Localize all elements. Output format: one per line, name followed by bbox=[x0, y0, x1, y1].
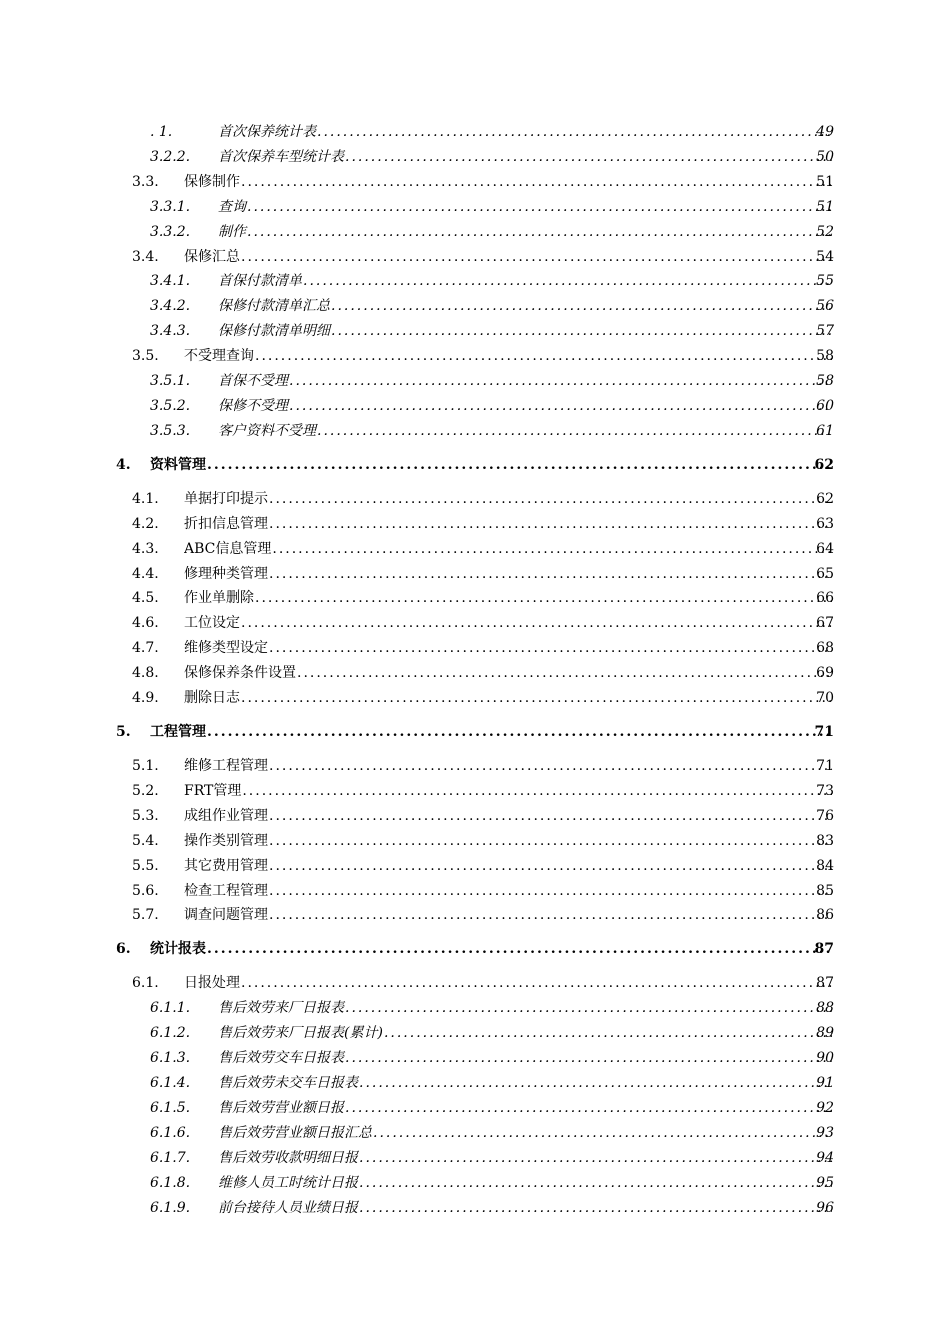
toc-entry-title: 调查问题管理 bbox=[184, 907, 268, 924]
toc-entry-page: 85 bbox=[816, 882, 834, 899]
toc-entry-leader bbox=[218, 1073, 832, 1093]
toc-entry-leader bbox=[218, 296, 832, 316]
toc-entry-page: 58 bbox=[816, 348, 834, 365]
toc-entry-leader bbox=[218, 321, 832, 341]
toc-entry-leader bbox=[184, 489, 832, 509]
toc-entry-page: 71 bbox=[814, 724, 834, 740]
toc-entry-title: 工程管理 bbox=[150, 724, 206, 740]
toc-entry[interactable] bbox=[0, 756, 950, 776]
dot-leader bbox=[269, 638, 832, 658]
toc-entry[interactable] bbox=[0, 1173, 950, 1193]
toc-entry-number: 5.6. bbox=[132, 882, 159, 899]
toc-entry-leader bbox=[184, 756, 832, 776]
toc-entry[interactable] bbox=[0, 371, 950, 391]
toc-entry-leader bbox=[184, 831, 832, 851]
toc-entry[interactable] bbox=[0, 1123, 950, 1143]
toc-entry-number: 3.5. bbox=[132, 348, 159, 365]
toc-entry-title: 保修付款清单明细 bbox=[218, 323, 330, 340]
toc-entry-number: 5. bbox=[116, 724, 131, 740]
toc-entry-page: 57 bbox=[816, 323, 834, 340]
dot-leader bbox=[269, 881, 832, 901]
dot-leader bbox=[269, 564, 832, 584]
toc-entry-leader bbox=[218, 147, 832, 167]
dot-leader bbox=[207, 722, 832, 742]
toc-entry[interactable] bbox=[0, 613, 950, 633]
toc-entry[interactable] bbox=[0, 321, 950, 341]
toc-entry[interactable] bbox=[0, 588, 950, 608]
dot-leader bbox=[359, 1198, 832, 1218]
toc-entry-leader bbox=[184, 781, 832, 801]
dot-leader bbox=[207, 939, 832, 959]
toc-entry-leader bbox=[184, 564, 832, 584]
toc-entry-page: 87 bbox=[814, 941, 834, 958]
toc-entry-leader bbox=[218, 222, 832, 242]
toc-entry-title: 首次保养统计表 bbox=[218, 124, 316, 140]
toc-entry-number: 4.5. bbox=[132, 590, 159, 607]
dot-leader bbox=[247, 222, 832, 242]
toc-entry-leader bbox=[184, 588, 832, 608]
dot-leader bbox=[373, 1123, 832, 1143]
toc-entry-title: 维修人员工时统计日报 bbox=[218, 1174, 358, 1191]
toc-entry[interactable] bbox=[0, 781, 950, 801]
toc-entry-title: 售后效劳营业额日报 bbox=[218, 1099, 344, 1116]
toc-entry-leader bbox=[184, 688, 832, 708]
dot-leader bbox=[247, 197, 832, 217]
toc-entry-number: 4.3. bbox=[132, 540, 159, 557]
toc-entry-number: 5.3. bbox=[132, 807, 159, 824]
toc-entry[interactable] bbox=[0, 489, 950, 509]
toc-entry-page: 88 bbox=[816, 1000, 834, 1017]
toc-entry-title: 保修保养条件设置 bbox=[184, 665, 296, 682]
toc-entry-page: 62 bbox=[814, 456, 834, 473]
toc-entry-leader bbox=[218, 421, 832, 441]
toc-entry-page: 84 bbox=[816, 857, 834, 874]
toc-entry[interactable] bbox=[0, 998, 950, 1018]
toc-entry[interactable] bbox=[0, 688, 950, 708]
toc-entry-page: 67 bbox=[816, 615, 834, 632]
toc-entry[interactable] bbox=[0, 806, 950, 826]
toc-entry[interactable] bbox=[0, 247, 950, 267]
toc-entry-number: 5.1. bbox=[132, 758, 159, 774]
dot-leader bbox=[242, 781, 832, 801]
toc-entry[interactable] bbox=[0, 663, 950, 683]
toc-entry[interactable] bbox=[0, 1048, 950, 1068]
toc-entry-number: 6.1.9. bbox=[150, 1199, 191, 1216]
dot-leader bbox=[317, 122, 832, 142]
toc-entry-leader bbox=[184, 973, 832, 993]
toc-entry-page: 90 bbox=[816, 1050, 834, 1067]
toc-entry-page: 71 bbox=[816, 758, 834, 774]
toc-entry-page: 61 bbox=[816, 422, 834, 439]
toc-entry[interactable] bbox=[0, 638, 950, 658]
toc-entry-leader bbox=[218, 1098, 832, 1118]
toc-entry-number: 6.1.7. bbox=[150, 1149, 191, 1166]
toc-entry-number: 6.1.2. bbox=[150, 1025, 191, 1042]
toc-entry-page: 92 bbox=[816, 1099, 834, 1116]
toc-entry-page: 73 bbox=[816, 782, 834, 799]
toc-entry-title: FRT管理 bbox=[184, 782, 242, 799]
toc-entry-number: 5.4. bbox=[132, 832, 159, 849]
dot-leader bbox=[272, 539, 832, 559]
toc-entry[interactable] bbox=[0, 539, 950, 559]
toc-entry-leader bbox=[184, 663, 832, 683]
toc-entry-number: 4. bbox=[116, 456, 131, 473]
toc-entry[interactable] bbox=[0, 564, 950, 584]
toc-entry-page: 55 bbox=[816, 273, 834, 290]
toc-entry-leader bbox=[218, 122, 832, 142]
dot-leader bbox=[345, 147, 832, 167]
toc-entry-leader bbox=[184, 172, 832, 192]
toc-entry-page: 68 bbox=[816, 640, 834, 657]
toc-entry-number: 5.2. bbox=[132, 782, 159, 799]
toc-entry-number: 6.1. bbox=[132, 975, 159, 992]
toc-entry-number: 6.1.6. bbox=[150, 1124, 191, 1141]
dot-leader bbox=[345, 1098, 832, 1118]
toc-entry-title: 修理种类管理 bbox=[184, 565, 268, 582]
toc-entry-title: 售后效劳营业额日报汇总 bbox=[218, 1124, 372, 1141]
toc-entry[interactable] bbox=[0, 271, 950, 291]
toc-entry-page: 56 bbox=[816, 298, 834, 315]
toc-entry-title: 售后效劳交车日报表 bbox=[218, 1050, 344, 1067]
toc-entry-page: 83 bbox=[816, 832, 834, 849]
toc-entry-leader bbox=[218, 396, 832, 416]
toc-entry-leader bbox=[218, 1173, 832, 1193]
dot-leader bbox=[269, 831, 832, 851]
toc-entry[interactable] bbox=[0, 222, 950, 242]
toc-entry-number: 5.5. bbox=[132, 857, 159, 874]
dot-leader bbox=[297, 663, 832, 683]
toc-entry[interactable] bbox=[0, 973, 950, 993]
toc-entry-leader bbox=[184, 539, 832, 559]
toc-entry-number: 4.6. bbox=[132, 615, 159, 632]
toc-entry-number: 3.3. bbox=[132, 173, 159, 190]
toc-entry-leader bbox=[150, 939, 832, 959]
toc-entry-page: 64 bbox=[816, 540, 834, 557]
toc-entry-page: 51 bbox=[816, 173, 834, 190]
toc-entry-page: 66 bbox=[816, 590, 834, 607]
toc-entry-page: 91 bbox=[816, 1075, 834, 1091]
toc-entry-page: 51 bbox=[816, 198, 834, 215]
dot-leader bbox=[331, 296, 832, 316]
toc-entry-number: 4.1. bbox=[132, 490, 159, 507]
toc-entry-page: 89 bbox=[816, 1025, 834, 1042]
toc-entry-title: 单据打印提示 bbox=[184, 490, 268, 507]
toc-entry-number: 4.8. bbox=[132, 665, 159, 682]
toc-entry-number: 3.5.1. bbox=[150, 373, 191, 389]
toc-entry-leader bbox=[218, 1148, 832, 1168]
toc-entry-title: 操作类别管理 bbox=[184, 832, 268, 849]
toc-entry[interactable] bbox=[0, 905, 950, 925]
dot-leader bbox=[241, 247, 832, 267]
toc-entry-page: 52 bbox=[816, 223, 834, 240]
toc-entry-title: 售后效劳收款明细日报 bbox=[218, 1149, 358, 1166]
toc-entry-title: 维修类型设定 bbox=[184, 640, 268, 657]
dot-leader bbox=[241, 172, 832, 192]
toc-entry-title: 日报处理 bbox=[184, 975, 240, 992]
toc-entry-page: 54 bbox=[816, 248, 834, 265]
toc-entry-page: 60 bbox=[816, 397, 834, 414]
toc-entry-title: 统计报表 bbox=[150, 941, 206, 958]
toc-entry-page: 65 bbox=[816, 565, 834, 582]
toc-entry-page: 62 bbox=[816, 490, 834, 507]
toc-entry-title: 售后效劳来厂日报表 bbox=[218, 1000, 344, 1017]
toc-entry[interactable] bbox=[0, 147, 950, 167]
toc-entry-title: 保修不受理 bbox=[218, 397, 288, 414]
toc-entry-title: 首保不受理 bbox=[218, 373, 288, 389]
toc-entry-number: 4.7. bbox=[132, 640, 159, 657]
toc-entry-title: 保修制作 bbox=[184, 173, 240, 190]
toc-entry-title: 保修付款清单汇总 bbox=[218, 298, 330, 315]
toc-entry-leader bbox=[184, 613, 832, 633]
dot-leader bbox=[241, 973, 832, 993]
toc-entry-leader bbox=[184, 881, 832, 901]
toc-entry-number: 3.4.3. bbox=[150, 323, 191, 340]
toc-entry[interactable] bbox=[0, 1073, 950, 1093]
toc-entry[interactable] bbox=[0, 122, 950, 142]
toc-entry-leader bbox=[218, 197, 832, 217]
toc-entry-leader bbox=[218, 1048, 832, 1068]
toc-entry-number: 6. bbox=[116, 941, 131, 958]
toc-entry-number: 3.3.1. bbox=[150, 198, 191, 215]
toc-entry-title: 删除日志 bbox=[184, 690, 240, 706]
dot-leader bbox=[384, 1023, 832, 1043]
dot-leader bbox=[303, 271, 832, 291]
toc-entry-leader bbox=[184, 346, 832, 366]
toc-entry-leader bbox=[184, 514, 832, 534]
toc-entry[interactable] bbox=[0, 1023, 950, 1043]
toc-entry-number: 6.1.3. bbox=[150, 1050, 191, 1067]
toc-entry-number: 6.1.5. bbox=[150, 1099, 191, 1116]
toc-entry[interactable] bbox=[0, 455, 950, 475]
dot-leader bbox=[317, 421, 832, 441]
dot-leader bbox=[359, 1173, 832, 1193]
toc-entry-title: 制作 bbox=[218, 223, 246, 240]
toc-entry[interactable] bbox=[0, 296, 950, 316]
toc-entry-title: 其它费用管理 bbox=[184, 857, 268, 874]
toc-entry-title: 检查工程管理 bbox=[184, 882, 268, 899]
toc-entry-title: 作业单删除 bbox=[184, 590, 254, 607]
toc-entry-number: 3.4. bbox=[132, 248, 159, 265]
toc-entry-number: 3.5.3. bbox=[150, 422, 191, 439]
toc-entry-title: 不受理查询 bbox=[184, 348, 254, 365]
dot-leader bbox=[269, 905, 832, 925]
dot-leader bbox=[269, 856, 832, 876]
toc-entry-leader bbox=[218, 1198, 832, 1218]
toc-entry[interactable] bbox=[0, 514, 950, 534]
toc-entry-leader bbox=[184, 806, 832, 826]
toc-entry-number: 3.2.2. bbox=[150, 148, 191, 165]
toc-entry-page: 70 bbox=[816, 690, 834, 706]
toc-entry-title: 售后效劳未交车日报表 bbox=[218, 1075, 358, 1091]
toc-entry-number: 6.1.4. bbox=[150, 1075, 191, 1091]
dot-leader bbox=[255, 588, 832, 608]
toc-entry-page: 95 bbox=[816, 1174, 834, 1191]
toc-entry-page: 96 bbox=[816, 1199, 834, 1216]
toc-entry[interactable] bbox=[0, 831, 950, 851]
toc-entry-page: 69 bbox=[816, 665, 834, 682]
toc-entry-leader bbox=[184, 905, 832, 925]
toc-entry-leader bbox=[150, 722, 832, 742]
dot-leader bbox=[241, 613, 832, 633]
toc-entry[interactable] bbox=[0, 1198, 950, 1218]
toc-entry-title: 折扣信息管理 bbox=[184, 515, 268, 532]
toc-entry-number: . 1. bbox=[150, 124, 173, 140]
dot-leader bbox=[289, 396, 832, 416]
dot-leader bbox=[331, 321, 832, 341]
dot-leader bbox=[359, 1073, 832, 1093]
toc-entry-leader bbox=[218, 998, 832, 1018]
toc-entry-number: 3.4.2. bbox=[150, 298, 191, 315]
toc-entry-title: 查询 bbox=[218, 198, 246, 215]
toc-entry-number: 4.2. bbox=[132, 515, 159, 532]
dot-leader bbox=[255, 346, 832, 366]
toc-entry-number: 4.9. bbox=[132, 690, 159, 706]
toc-entry-title: 首保付款清单 bbox=[218, 273, 302, 290]
toc-entry[interactable] bbox=[0, 197, 950, 217]
toc-entry-number: 3.4.1. bbox=[150, 273, 191, 290]
toc-entry[interactable] bbox=[0, 722, 950, 742]
toc-entry-page: 49 bbox=[816, 124, 834, 140]
dot-leader bbox=[241, 688, 832, 708]
toc-entry-page: 58 bbox=[816, 373, 834, 389]
toc-entry-page: 76 bbox=[816, 807, 834, 824]
toc-entry[interactable] bbox=[0, 172, 950, 192]
toc-entry-title: 保修汇总 bbox=[184, 248, 240, 265]
toc-entry[interactable] bbox=[0, 881, 950, 901]
toc-entry[interactable] bbox=[0, 346, 950, 366]
toc-entry-number: 5.7. bbox=[132, 907, 159, 924]
toc-entry-number: 6.1.8. bbox=[150, 1174, 191, 1191]
toc-entry[interactable] bbox=[0, 1148, 950, 1168]
dot-leader bbox=[269, 806, 832, 826]
toc-entry-title: 前台接待人员业绩日报 bbox=[218, 1199, 358, 1216]
toc-entry-page: 87 bbox=[816, 975, 834, 992]
toc-entry-leader bbox=[218, 1123, 832, 1143]
toc-entry-leader bbox=[184, 247, 832, 267]
toc-entry-page: 93 bbox=[816, 1124, 834, 1141]
dot-leader bbox=[269, 489, 832, 509]
toc-entry-number: 3.5.2. bbox=[150, 397, 191, 414]
toc-entry-page: 86 bbox=[816, 907, 834, 924]
toc-entry-leader bbox=[184, 856, 832, 876]
dot-leader bbox=[359, 1148, 832, 1168]
toc-entry-title: 工位设定 bbox=[184, 615, 240, 632]
dot-leader bbox=[345, 1048, 832, 1068]
toc-entry-leader bbox=[184, 638, 832, 658]
toc-entry-leader bbox=[218, 371, 832, 391]
toc-entry-leader bbox=[218, 1023, 832, 1043]
dot-leader bbox=[289, 371, 832, 391]
dot-leader bbox=[345, 998, 832, 1018]
dot-leader bbox=[269, 756, 832, 776]
toc-entry-page: 50 bbox=[816, 148, 834, 165]
toc-entry[interactable] bbox=[0, 939, 950, 959]
toc-entry-title: 首次保养车型统计表 bbox=[218, 148, 344, 165]
toc-entry-title: 售后效劳来厂日报表(累计) bbox=[218, 1025, 383, 1042]
toc-entry-number: 3.3.2. bbox=[150, 223, 191, 240]
dot-leader bbox=[207, 455, 832, 475]
toc-entry-title: ABC信息管理 bbox=[184, 540, 272, 557]
toc-entry-title: 客户资料不受理 bbox=[218, 422, 316, 439]
dot-leader bbox=[269, 514, 832, 534]
toc-entry-leader bbox=[218, 271, 832, 291]
toc-entry[interactable] bbox=[0, 396, 950, 416]
toc-entry-page: 63 bbox=[816, 515, 834, 532]
toc-entry-title: 资料管理 bbox=[150, 456, 206, 473]
toc-entry[interactable] bbox=[0, 421, 950, 441]
toc-entry-title: 维修工程管理 bbox=[184, 758, 268, 774]
toc-entry-number: 6.1.1. bbox=[150, 1000, 191, 1017]
toc-entry-number: 4.4. bbox=[132, 565, 159, 582]
toc-entry[interactable] bbox=[0, 1098, 950, 1118]
toc-entry[interactable] bbox=[0, 856, 950, 876]
toc-entry-leader bbox=[150, 455, 832, 475]
toc-entry-page: 94 bbox=[816, 1149, 834, 1166]
toc-entry-title: 成组作业管理 bbox=[184, 807, 268, 824]
